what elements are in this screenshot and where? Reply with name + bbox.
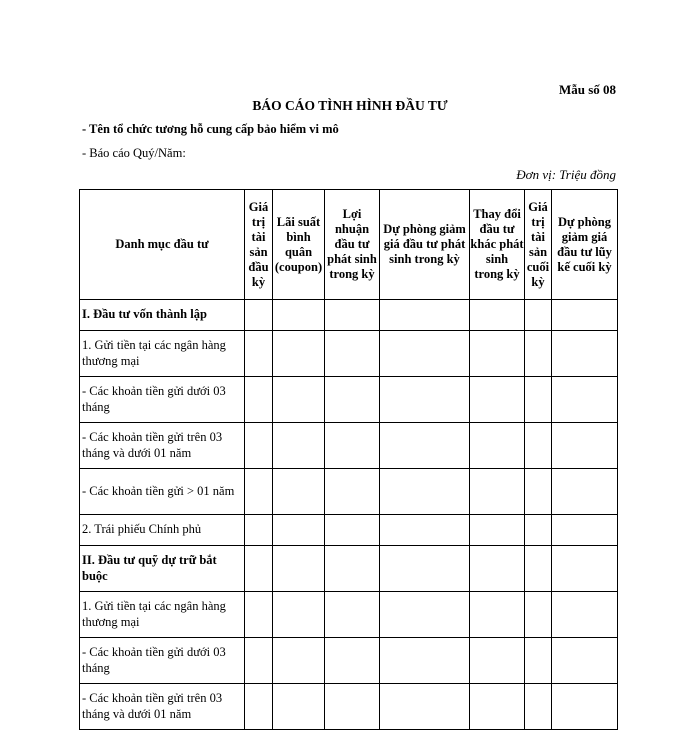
- table-cell: [470, 469, 525, 515]
- table-cell: [470, 592, 525, 638]
- table-body: [80, 300, 618, 730]
- table-row: [80, 423, 618, 469]
- table-cell: [273, 638, 325, 684]
- table-cell: [380, 684, 470, 730]
- table-cell: [380, 377, 470, 423]
- table-cell: [525, 592, 552, 638]
- table-cell: [525, 423, 552, 469]
- table-cell: [552, 638, 618, 684]
- table-row: [80, 546, 618, 592]
- table-cell: [470, 638, 525, 684]
- row-label: - Các khoản tiền gửi dưới 03 tháng: [80, 638, 245, 684]
- table-cell: [380, 300, 470, 331]
- column-header: Danh mục đầu tư: [80, 190, 245, 300]
- table-cell: [552, 515, 618, 546]
- organization-line: - Tên tổ chức tương hỗ cung cấp bảo hiểm vi mô: [82, 122, 339, 136]
- table-cell: [245, 638, 273, 684]
- report-title: BÁO CÁO TÌNH HÌNH ĐẦU TƯ: [252, 98, 448, 113]
- table-row: [80, 300, 618, 331]
- table-cell: [525, 300, 552, 331]
- table-cell: [245, 377, 273, 423]
- table-cell: [380, 469, 470, 515]
- table-cell: [325, 423, 380, 469]
- row-label: - Các khoản tiền gửi trên 03 tháng và dưới 01 năm: [80, 684, 245, 730]
- table-cell: [552, 331, 618, 377]
- column-header: Dự phòng giảm giá đầu tư lũy kế cuối kỳ: [552, 190, 618, 300]
- table-cell: [325, 300, 380, 331]
- table-cell: [325, 684, 380, 730]
- table-cell: [525, 546, 552, 592]
- table-cell: [245, 300, 273, 331]
- table-cell: [325, 638, 380, 684]
- table-row: [80, 592, 618, 638]
- table-cell: [273, 469, 325, 515]
- table-cell: [325, 546, 380, 592]
- period-line: - Báo cáo Quý/Năm:: [82, 146, 186, 160]
- table-cell: [470, 331, 525, 377]
- table-cell: [552, 546, 618, 592]
- table-cell: [273, 377, 325, 423]
- table-cell: [552, 423, 618, 469]
- table-cell: [273, 592, 325, 638]
- table-cell: [470, 546, 525, 592]
- table-cell: [325, 515, 380, 546]
- column-header: Giá trị tài sản đầu kỳ: [245, 190, 273, 300]
- table-cell: [273, 515, 325, 546]
- table-cell: [552, 377, 618, 423]
- row-label: - Các khoản tiền gửi > 01 năm: [80, 469, 245, 515]
- table-header-row: [80, 190, 618, 300]
- table-cell: [325, 377, 380, 423]
- table-cell: [380, 638, 470, 684]
- row-label: - Các khoản tiền gửi trên 03 tháng và dưới 01 năm: [80, 423, 245, 469]
- table-cell: [380, 592, 470, 638]
- column-header: Dự phòng giảm giá đầu tư phát sinh trong kỳ: [380, 190, 470, 300]
- row-label: 2. Trái phiếu Chính phủ: [80, 515, 245, 546]
- table-cell: [245, 546, 273, 592]
- table-row: [80, 331, 618, 377]
- table-cell: [525, 684, 552, 730]
- table-row: [80, 469, 618, 515]
- column-header: Giá trị tài sản cuối kỳ: [525, 190, 552, 300]
- table-cell: [245, 331, 273, 377]
- investment-table: [79, 189, 618, 730]
- table-cell: [245, 423, 273, 469]
- column-header: Lãi suất bình quân (coupon): [273, 190, 325, 300]
- column-header: Thay đổi đầu tư khác phát sinh trong kỳ: [470, 190, 525, 300]
- table-cell: [470, 377, 525, 423]
- table-cell: [470, 423, 525, 469]
- form-number: Mẫu số 08: [558, 82, 616, 97]
- column-header: Lợi nhuận đầu tư phát sinh trong kỳ: [325, 190, 380, 300]
- table-cell: [552, 300, 618, 331]
- table-row: [80, 515, 618, 546]
- table-cell: [273, 331, 325, 377]
- table-cell: [525, 377, 552, 423]
- table-cell: [273, 300, 325, 331]
- table-cell: [325, 469, 380, 515]
- row-label: I. Đầu tư vốn thành lập: [80, 300, 245, 331]
- table-row: [80, 684, 618, 730]
- table-cell: [470, 300, 525, 331]
- table-cell: [525, 515, 552, 546]
- table-cell: [525, 331, 552, 377]
- table-cell: [552, 684, 618, 730]
- table-cell: [273, 423, 325, 469]
- row-label: II. Đầu tư quỹ dự trữ bắt buộc: [80, 546, 245, 592]
- table-row: [80, 377, 618, 423]
- table-cell: [470, 515, 525, 546]
- table-cell: [325, 592, 380, 638]
- table-cell: [380, 331, 470, 377]
- table-cell: [245, 515, 273, 546]
- table-cell: [552, 469, 618, 515]
- table-cell: [380, 423, 470, 469]
- row-label: 1. Gửi tiền tại các ngân hàng thương mại: [80, 592, 245, 638]
- table-cell: [552, 592, 618, 638]
- table-cell: [245, 469, 273, 515]
- unit-label: Đơn vị: Triệu đồng: [516, 167, 616, 182]
- table-cell: [380, 515, 470, 546]
- table-cell: [273, 684, 325, 730]
- table-cell: [273, 546, 325, 592]
- table-cell: [245, 592, 273, 638]
- table-cell: [325, 331, 380, 377]
- table-cell: [525, 469, 552, 515]
- row-label: - Các khoản tiền gửi dưới 03 tháng: [80, 377, 245, 423]
- table-cell: [245, 684, 273, 730]
- table-row: [80, 638, 618, 684]
- table-cell: [525, 638, 552, 684]
- table-cell: [470, 684, 525, 730]
- table-cell: [380, 546, 470, 592]
- row-label: 1. Gửi tiền tại các ngân hàng thương mại: [80, 331, 245, 377]
